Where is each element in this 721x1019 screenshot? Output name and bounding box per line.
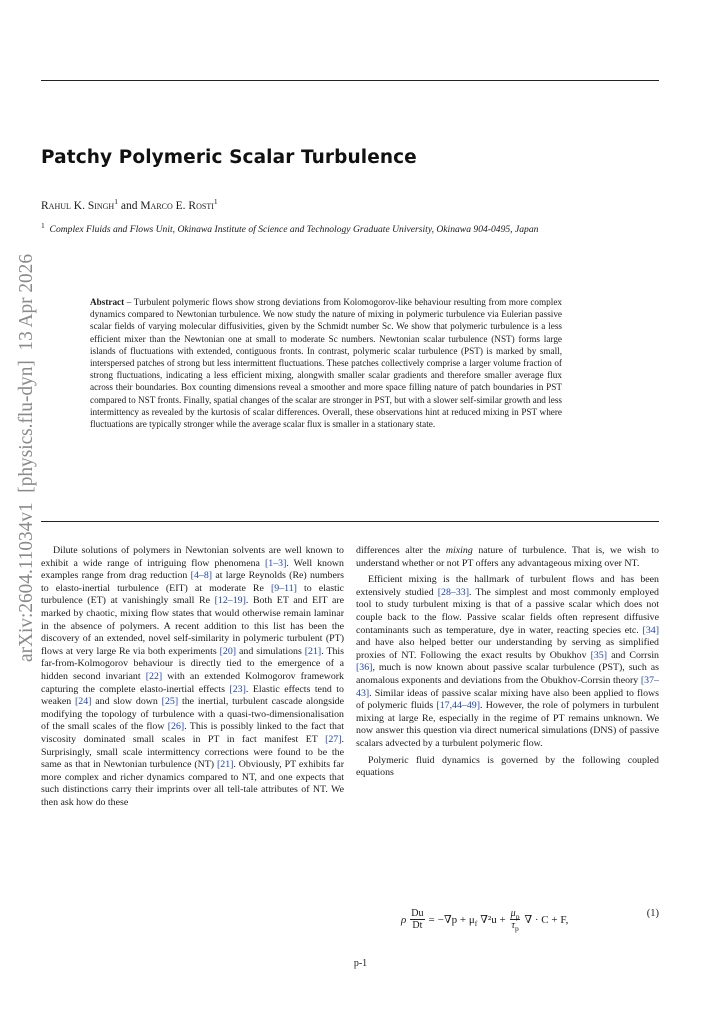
emphasis: mixing <box>445 545 473 556</box>
eq-rho: ρ <box>401 913 407 926</box>
eq-mu: μ <box>510 908 516 919</box>
citation-link[interactable]: [27] <box>325 733 342 745</box>
abstract-text: – Turbulent polymeric flows show strong deviations from Kolomogorov-like behaviour resulting from more complex dynamics compared to Newtonian turbulence. We now study the nature of mixing in polymeric turbulence via Eulerian passive scalar fields of varying molecular diffusivities, given by the Schmidt number Sc. We show that polymeric turbulence is a less efficient mixer than the Newtonian one at small to moderate Sc numbers. Newtonian scalar turbulence (NST) forms large islands of fluctuations with extended, contiguous fronts. In contrast, polymeric scalar turbulence (PST) is marked by small, interspersed patches of strong but less intermittent fluctuations. These patches collectively comprise a larger volume fraction of strong fluctuations, indicating a less efficient mixing, alongwith smaller scalar gradients and therefore smaller average flux across their boundaries. Box counting dimensions reveal a smoother and more space filling nature of patch boundaries in PST compared to NST fronts. Finally, spatial changes of the scalar are stronger in PST, but with a slower self-similar growth and less intermittency as revealed by the kurtosis of scalar differences. Overall, these observations hint at reduced mixing in PST where fluctuations are typically stronger while the average scalar flux is smaller in a stationary state. <box>90 297 562 430</box>
citation-link[interactable]: [20] <box>219 645 237 657</box>
author-conjunction: and <box>120 200 138 212</box>
paper-title: Patchy Polymeric Scalar Turbulence <box>41 147 417 168</box>
section-rule <box>41 521 659 522</box>
citation-link[interactable]: [9–11] <box>270 582 297 594</box>
eq-equals: = <box>428 913 435 926</box>
citation-link[interactable]: [37–43] <box>356 674 659 699</box>
eq-material-derivative <box>410 908 424 931</box>
citation-link[interactable]: [23] <box>229 683 246 695</box>
abstract-heading: Abstract <box>90 297 125 307</box>
citation-link[interactable]: [36] <box>356 662 373 674</box>
eq-lhs-denominator: Dt <box>412 920 423 931</box>
author-name: Marco E. Rosti <box>140 200 214 212</box>
body-paragraph: differences alter the mixing nature of turbulence. That is, we wish to understand whether or not PT offers any advantageous mixing over NT. <box>356 545 659 569</box>
body-paragraph: Efficient mixing is the hallmark of turbulent flows and has been extensively studied [28–33]. The simplest and most commonly employed tool to study turbulent mixing is that of a passive scalar which does not couple back to the flow. Passive scalar fields often represent diffusive contaminants such as temperature, dye in water, reacting species etc. [34] and have also helped better our understanding by serving as simplified proxies of NT. Following the exact results by Obukhov [35] and Corrsin [36], much is now known about passive scalar turbulence (PST), such as anomalous exponents and deviations from the Obukhov-Corrsin theory [37–43]. Similar ideas of passive scalar mixing have also been applied to flows of polymeric fluids [17,44–49]. However, the role of polymers in turbulent mixing at large Re, especially in the regime of PT remains unknown. We now answer this question via direct numerical simulations (DNS) of passive scalars advected by a turbulent polymeric flow. <box>356 574 659 749</box>
citation-link[interactable]: [4–8] <box>190 570 213 582</box>
page-number: p-1 <box>353 958 368 969</box>
arxiv-stamp <box>15 228 37 670</box>
affiliation-marker: 1 <box>114 197 118 207</box>
citation-link[interactable]: [35] <box>590 649 608 661</box>
author-list <box>41 197 218 212</box>
eq-term-1: −∇p + μ <box>437 914 475 926</box>
affiliation <box>41 220 661 236</box>
body-paragraph: Polymeric fluid dynamics is governed by the following coupled equations <box>356 754 659 779</box>
equation-1 <box>356 902 659 938</box>
author-name: Rahul K. Singh <box>41 200 115 212</box>
eq-polymer-coefficient <box>510 908 521 931</box>
citation-link[interactable]: [22] <box>145 670 163 682</box>
citation-link[interactable]: [25] <box>161 696 179 708</box>
eq-term-3: ∇ · C + F, <box>524 914 569 926</box>
citation-link[interactable]: [1–3] <box>264 557 287 569</box>
citation-link[interactable]: [26] <box>167 721 185 733</box>
top-rule <box>41 80 659 81</box>
affiliation-marker: 1 <box>213 197 218 207</box>
eq-tau: τ <box>511 920 515 931</box>
eq-coef-denominator <box>511 920 518 931</box>
eq-coef-numerator <box>510 908 521 920</box>
citation-link[interactable]: [24] <box>75 696 92 708</box>
left-column <box>41 545 344 809</box>
body-paragraph: Dilute solutions of polymers in Newtonian solvents are well known to exhibit a wide range of intriguing flow phenomena [1–3]. Well known examples range from drag reduction [4–8] at large Reynolds (Re) numbers to elasto-inertial turbulence (EIT) at moderate Re [9–11] to elastic turbulence (ET) at vanishingly small Re [12–19]. Both ET and EIT are marked by chaotic, mixing flow states that would otherwise remain laminar in the absence of polymers. A recent addition to this list has been the discovery of an extended, novel self-similarity in polymeric turbulent (PT) flows at very large Re via both experiments [20] and simulations [21]. This far-from-Kolmogorov behaviour is directly tied to the emergence of a hidden second invariant [22] with an extended Kolmogorov framework capturing the complete elasto-inertial effects [23]. Elastic effects tend to weaken [24] and slow down [25] the inertial, turbulent cascade alongside modifying the topology of turbulence with a quasi-two-dimensionalisation of the small scales of the flow [26]. This is possibly linked to the fact that viscosity dominated small scales in PT in fact manifest ET [27]. Surprisingly, small scale intermittency corrections were found to be the same as that in Newtonian turbulence (NT) [21]. Obviously, PT exhibits far more complex and richer dynamics compared to NT, and one expects that such distinctions carry their imprints over all tell-tale attributes of NT. We then ask how do these <box>41 545 345 808</box>
citation-link[interactable]: [34] <box>642 624 659 636</box>
citation-link[interactable]: [21] <box>304 645 322 657</box>
eq-lhs-numerator: Du <box>411 908 424 919</box>
abstract <box>90 296 562 430</box>
right-column <box>356 545 659 780</box>
eq-subscript: p <box>514 924 519 933</box>
equation-number: (1) <box>646 908 659 919</box>
eq-term <box>437 913 478 929</box>
equation-body <box>401 908 568 931</box>
citation-link[interactable]: [12–19] <box>214 595 246 607</box>
affiliation-text: Complex Fluids and Flows Unit, Okinawa Institute of Science and Technology Graduate University, Okinawa 904-0495, Japan <box>49 224 539 235</box>
citation-link[interactable]: [17,44–49] <box>436 700 481 712</box>
eq-term-2: ∇²u + <box>480 914 506 926</box>
citation-link[interactable]: [21] <box>216 759 234 771</box>
affiliation-marker: 1 <box>41 220 45 230</box>
eq-subscript: p <box>515 912 520 921</box>
eq-subscript: f <box>474 919 478 929</box>
citation-link[interactable]: [28–33] <box>437 586 470 598</box>
arxiv-identifier: arXiv:2604.11034v1 [physics.flu-dyn] 13 Apr 2026 <box>15 228 37 662</box>
